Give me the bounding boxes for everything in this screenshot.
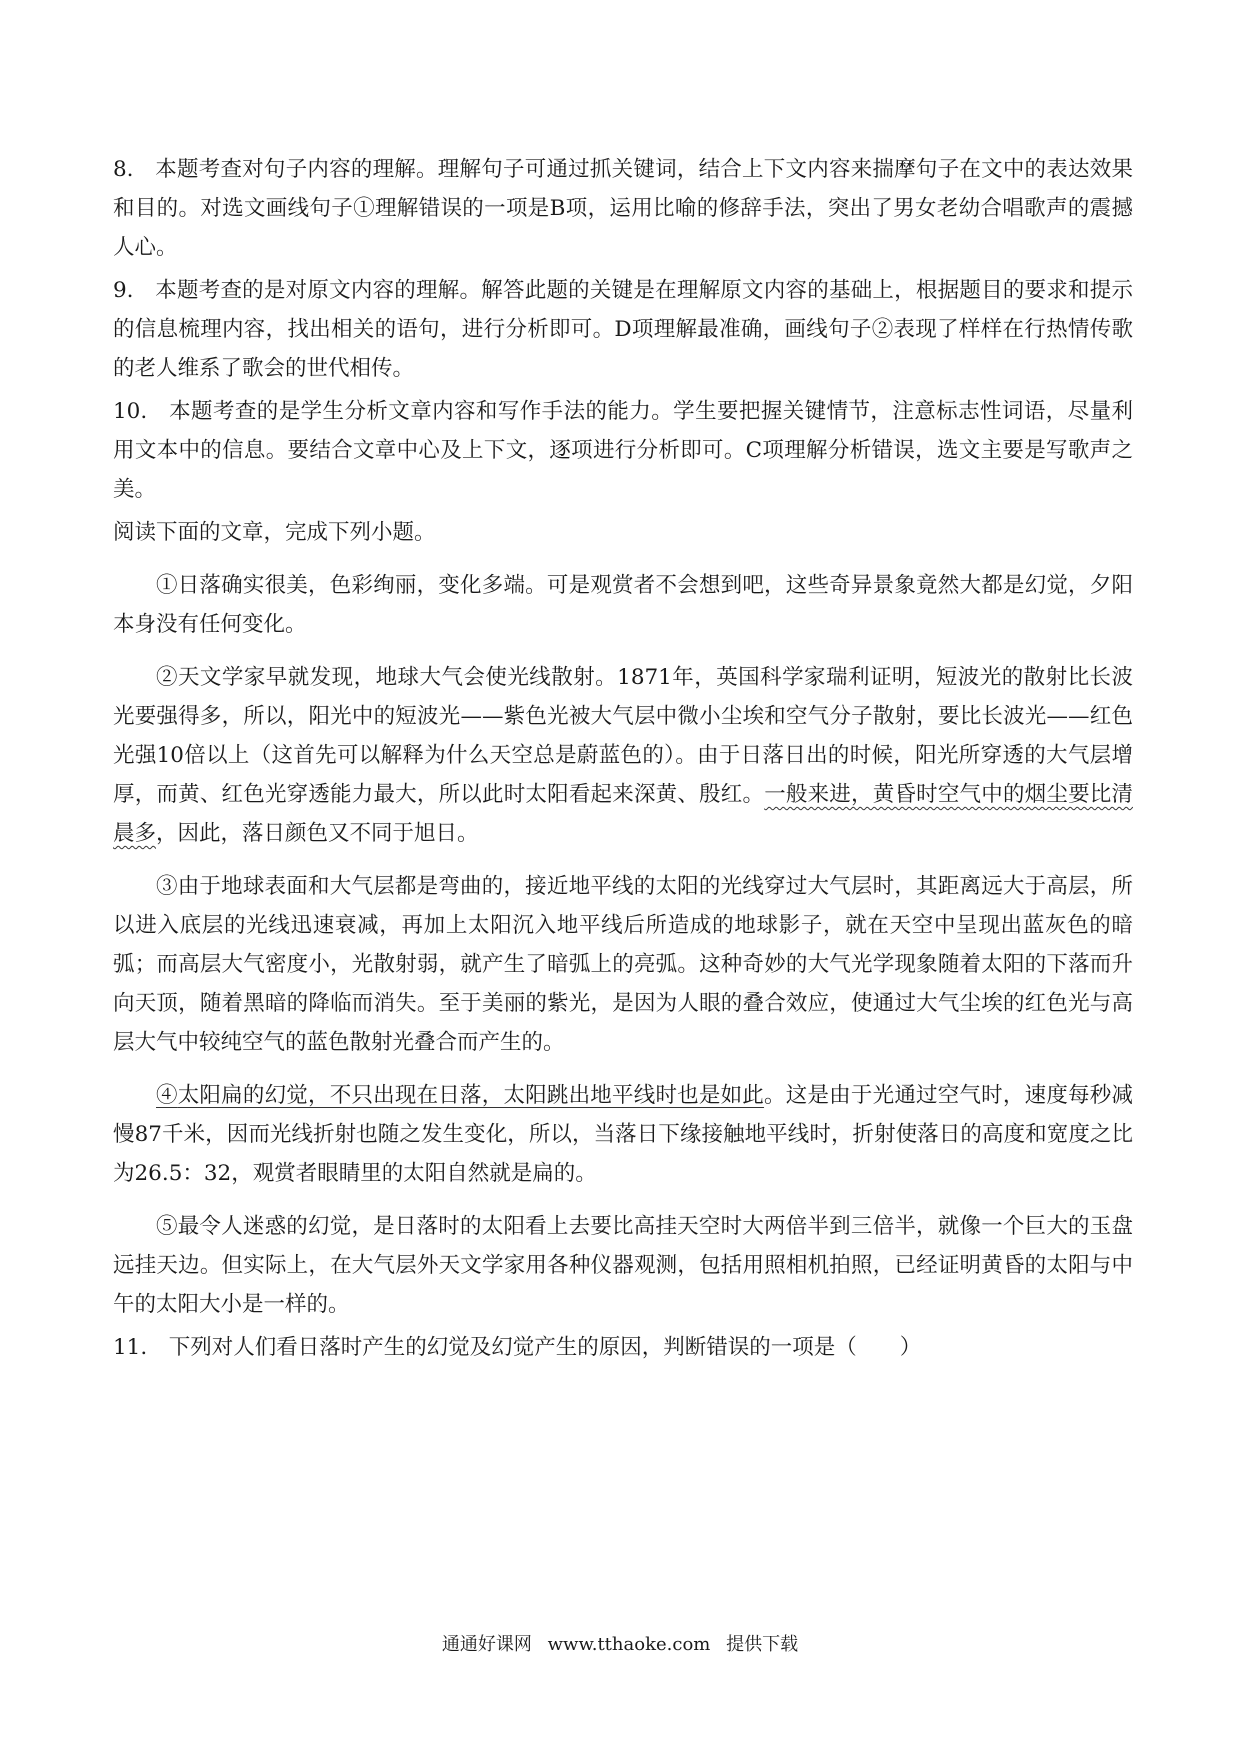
footer-site-name: 通通好课网 (441, 1634, 532, 1655)
page-footer (0, 1633, 1240, 1657)
article-paragraph-2 (113, 658, 1133, 853)
article-paragraph-1: ①日落确实很美，色彩绚丽，变化多端。可是观赏者不会想到吧，这些奇异景象竟然大都是幻觉，夕阳本身没有任何变化。 (113, 573, 1133, 637)
article-paragraph-3: ③由于地球表面和大气层都是弯曲的，接近地平线的太阳的光线穿过大气层时，其距离远大于高层，所以进入底层的光线迅速衰减，再加上太阳沉入地平线后所造成的地球影子，就在天空中呈现出蓝灰色的暗弧；而高层大气密度小，光散射弱，就产生了暗弧上的亮弧。这种奇妙的大气光学现象随着太阳的下落而升向天顶，随着黑暗的降临而消失。至于美丽的紫光，是因为人眼的叠合效应，使通过大气尘埃的红色光与高层大气中较纯空气的蓝色散射光叠合而产生的。 (113, 874, 1133, 1055)
question-text: 下列对人们看日落时产生的幻觉及幻觉产生的原因，判断错误的一项是（ ） (168, 1335, 922, 1360)
explanation-8 (113, 150, 1133, 267)
footer-note: 提供下载 (726, 1634, 799, 1655)
explanation-9 (113, 271, 1133, 388)
reading-instruction: 阅读下面的文章，完成下列小题。 (113, 520, 436, 545)
question-11 (113, 1328, 1133, 1367)
paragraph-text: ，因此，落日颜色又不同于旭日。 (156, 821, 479, 846)
paragraph-text: 。这是由于光通过空气时，速度每秒减慢87千米，因而光线折射也随之发生变化，所以，当落日下缘接触地平线时，折射使落日的高度和宽度之比为26.5：32，观赏者眼睛里的太阳自然就是扁的。 (113, 1083, 1133, 1186)
wavy-underlined-sentence: 一般来进，黄昏时空气中的烟尘要比清晨多 (113, 782, 1133, 846)
article-paragraph-4 (113, 1076, 1133, 1193)
explanation-10 (113, 392, 1133, 509)
question-number: 11. (113, 1335, 148, 1360)
explanation-text: 本题考查的是对原文内容的理解。解答此题的关键是在理解原文内容的基础上，根据题目的要求和提示的信息梳理内容，找出相关的语句，进行分析即可。D项理解最准确，画线句子②表现了样样在行热情传歌的老人维系了歌会的世代相传。 (113, 278, 1133, 381)
explanation-number: 9. (113, 278, 134, 303)
document-body (113, 150, 1133, 1367)
explanation-number: 10. (113, 399, 148, 424)
footer-url: www.tthaoke.com (547, 1634, 711, 1655)
underlined-sentence: 太阳扁的幻觉，不只出现在日落，太阳跳出地平线时也是如此 (177, 1083, 765, 1108)
paragraph-marker: ④ (156, 1083, 178, 1108)
explanation-text: 本题考查对句子内容的理解。理解句子可通过抓关键词，结合上下文内容来揣摩句子在文中的表达效果和目的。对选文画线句子①理解错误的一项是B项，运用比喻的修辞手法，突出了男女老幼合唱歌声的震撼人心。 (113, 157, 1133, 260)
paragraph-text: ②天文学家早就发现，地球大气会使光线散射。1871年，英国科学家瑞利证明，短波光的散射比长波光要强得多，所以，阳光中的短波光——紫色光被大气层中微小尘埃和空气分子散射，要比长波光——红色光强10倍以上（这首先可以解释为什么天空总是蔚蓝色的）。由于日落日出的时候，阳光所穿透的大气层增厚，而黄、红色光穿透能力最大，所以此时太阳看起来深黄、殷红。 (113, 665, 1133, 807)
article-paragraph-5: ⑤最令人迷惑的幻觉，是日落时的太阳看上去要比高挂天空时大两倍半到三倍半，就像一个巨大的玉盘远挂天边。但实际上，在大气层外天文学家用各种仪器观测，包括用照相机拍照，已经证明黄昏的太阳与中午的太阳大小是一样的。 (113, 1214, 1133, 1317)
explanation-text: 本题考查的是学生分析文章内容和写作手法的能力。学生要把握关键情节，注意标志性词语，尽量利用文本中的信息。要结合文章中心及上下文，逐项进行分析即可。C项理解分析错误，选文主要是写歌声之美。 (113, 399, 1133, 502)
explanation-number: 8. (113, 157, 134, 182)
